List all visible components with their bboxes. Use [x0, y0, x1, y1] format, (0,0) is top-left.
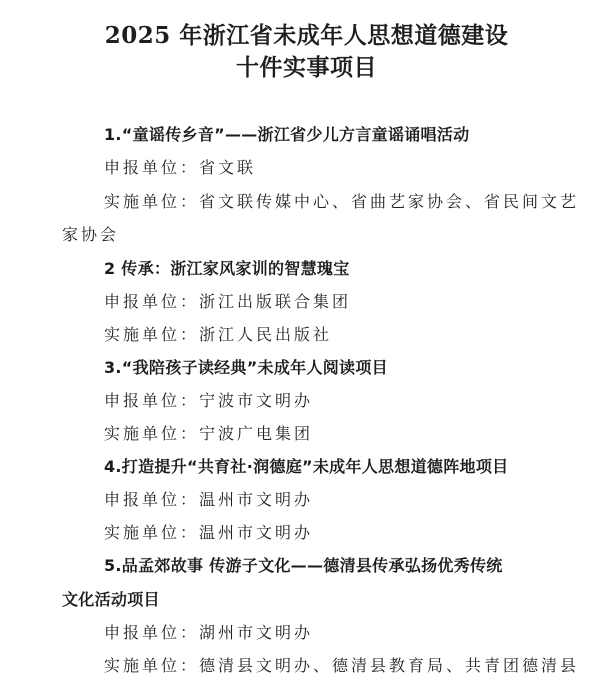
- item-1-applicant: 申报单位：省文联: [104, 158, 257, 177]
- item-2-implementer: 实施单位：浙江人民出版社: [104, 325, 333, 344]
- item-5-heading: 5.品孟郊故事 传游子文化——德清县传承弘扬优秀传统: [104, 556, 503, 575]
- item-5-applicant: 申报单位：湖州市文明办: [104, 623, 314, 642]
- item-5-heading-continued: 文化活动项目: [62, 590, 160, 609]
- item-4-heading: 4.打造提升“共育社·润德庭”未成年人思想道德阵地项目: [104, 457, 509, 476]
- document-title-line-1: 2025 年浙江省未成年人思想道德建设: [104, 22, 509, 49]
- item-2-heading: 2 传承：浙江家风家训的智慧瑰宝: [104, 259, 350, 278]
- item-2-applicant: 申报单位：浙江出版联合集团: [104, 292, 352, 311]
- document-title-line-2: 十件实事项目: [236, 54, 377, 81]
- item-1-implementer-continued: 家协会: [62, 225, 120, 244]
- item-3-applicant: 申报单位：宁波市文明办: [104, 391, 314, 410]
- item-3-implementer: 实施单位：宁波广电集团: [104, 424, 314, 443]
- item-3-heading: 3.“我陪孩子读经典”未成年人阅读项目: [104, 358, 388, 377]
- item-1-implementer: 实施单位：省文联传媒中心、省曲艺家协会、省民间文艺: [104, 192, 580, 211]
- item-4-implementer: 实施单位：温州市文明办: [104, 523, 314, 542]
- item-1-heading: 1.“童谣传乡音”——浙江省少儿方言童谣诵唱活动: [104, 125, 470, 144]
- item-4-applicant: 申报单位：温州市文明办: [104, 490, 314, 509]
- item-5-implementer: 实施单位：德清县文明办、德清县教育局、共青团德清县: [104, 656, 580, 675]
